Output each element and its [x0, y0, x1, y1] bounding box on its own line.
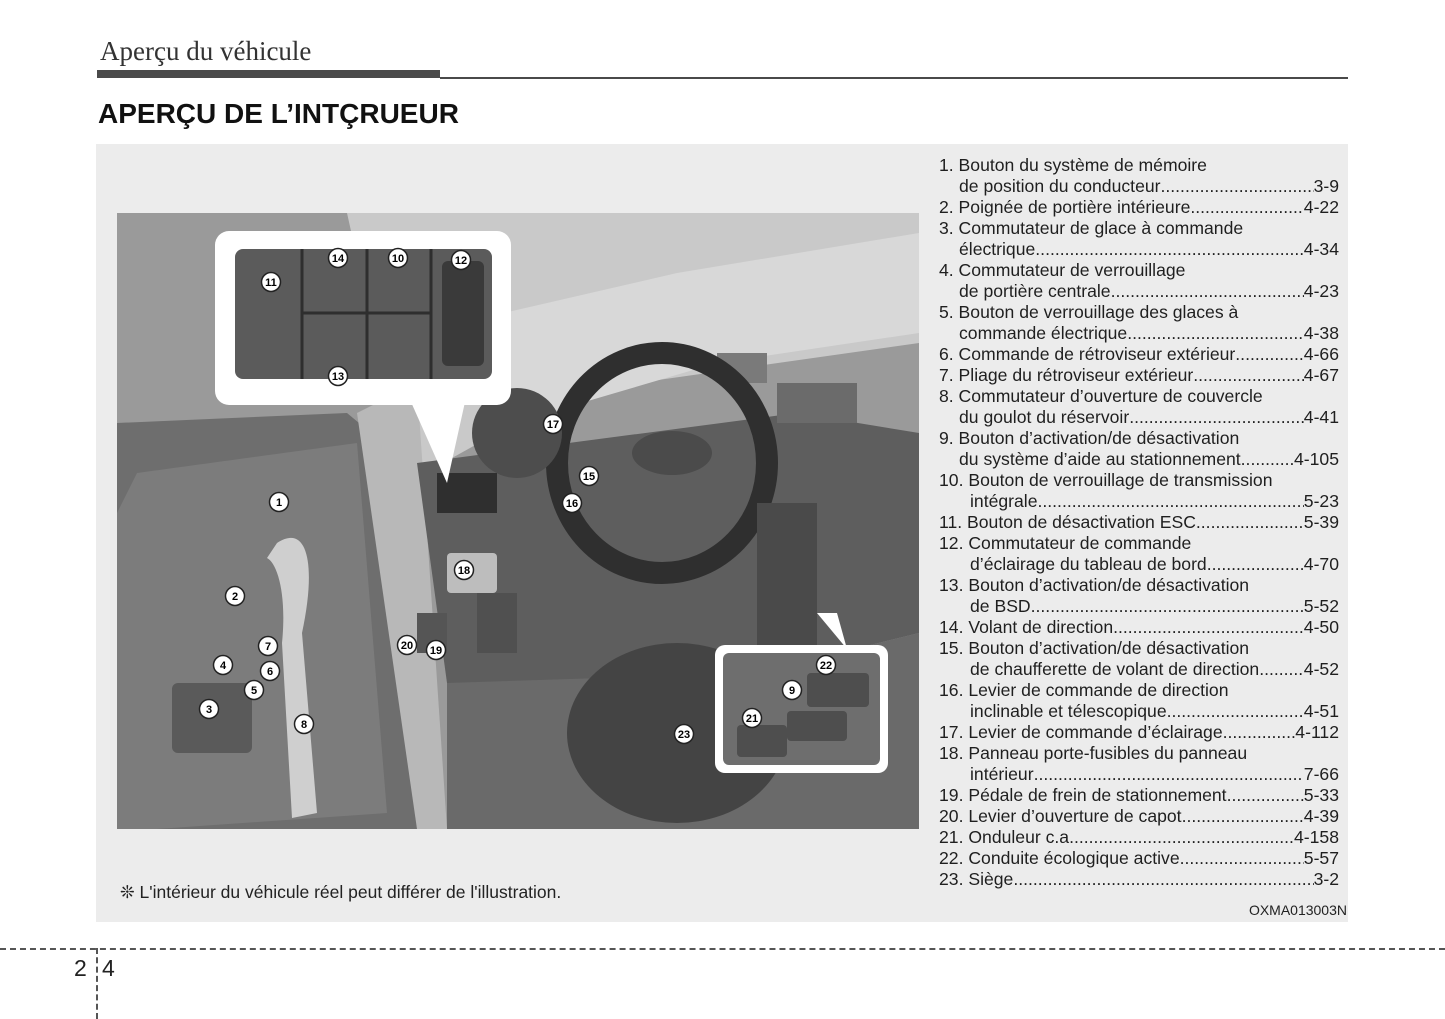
legend-item-page: 4-50 [1303, 617, 1339, 637]
legend-item-text: 21. Onduleur c.a. [939, 827, 1074, 847]
legend-item-text: 20. Levier d’ouverture de capot [939, 806, 1182, 826]
illustration-note: ❊ L'intérieur du véhicule réel peut différer de l'illustration. [120, 882, 562, 902]
svg-text:20: 20 [400, 640, 414, 652]
legend-item-text: 11. Bouton de désactivation ESC [939, 512, 1196, 532]
legend-item-page: 5-33 [1303, 785, 1339, 805]
svg-text:7: 7 [264, 641, 272, 653]
svg-text:12: 12 [454, 255, 468, 267]
legend-item [939, 218, 1339, 260]
callout-21 [743, 709, 762, 728]
legend-item-text: 17. Levier de commande d’éclairage [939, 722, 1223, 742]
legend-item [939, 848, 1339, 869]
running-header: Aperçu du véhicule [100, 36, 312, 66]
callout-13 [329, 367, 348, 386]
legend-item [939, 743, 1339, 785]
svg-text:18: 18 [457, 565, 471, 577]
leader-dots [1038, 491, 1304, 512]
legend-item-text: du goulot du réservoir [959, 407, 1130, 427]
legend-item-text: 8. Commutateur d’ouverture de couvercle [939, 386, 1263, 406]
legend-item-text: de BSD [970, 596, 1031, 616]
legend-item-page: 4-158 [1294, 827, 1339, 847]
legend-item-page: 4-52 [1303, 659, 1339, 679]
svg-text:1: 1 [275, 497, 283, 509]
legend-item [939, 680, 1339, 722]
legend-item-page: 4-38 [1303, 323, 1339, 343]
svg-text:2: 2 [231, 591, 239, 603]
legend-item [939, 722, 1339, 743]
legend-item-text: de portière centrale [959, 281, 1111, 301]
callout-9 [783, 681, 802, 700]
legend-item [939, 365, 1339, 386]
callout-8 [295, 715, 314, 734]
leader-dots [1227, 785, 1304, 806]
legend-item [939, 260, 1339, 302]
svg-text:13: 13 [331, 371, 345, 383]
legend-item-text: de position du conducteur [959, 176, 1161, 196]
svg-text:17: 17 [546, 419, 560, 431]
legend-item [939, 638, 1339, 680]
svg-text:5: 5 [250, 685, 258, 697]
leader-dots [1034, 764, 1304, 785]
svg-text:4: 4 [219, 660, 227, 672]
legend-item-page: 4-51 [1303, 701, 1339, 721]
legend-item [939, 617, 1339, 638]
legend-item [939, 785, 1339, 806]
svg-text:3: 3 [205, 704, 213, 716]
legend-item-page: 4-105 [1294, 449, 1339, 469]
callout-3 [200, 700, 219, 719]
legend-item-text: 19. Pédale de frein de stationnement [939, 785, 1227, 805]
svg-text:10: 10 [391, 253, 405, 265]
callout-23 [675, 725, 694, 744]
legend-item [939, 869, 1339, 890]
legend-item-text: 9. Bouton d’activation/de désactivation [939, 428, 1240, 448]
svg-text:22: 22 [819, 660, 833, 672]
leader-dots [1196, 512, 1304, 533]
leader-dots [1074, 827, 1294, 848]
legend-item-text: intégrale [970, 491, 1038, 511]
leader-dots [1241, 449, 1294, 470]
legend-item-text: 2. Poignée de portière intérieure [939, 197, 1191, 217]
legend-item-page: 4-22 [1303, 197, 1339, 217]
legend-item [939, 197, 1339, 218]
legend-item [939, 302, 1339, 344]
header-rule-thin [440, 77, 1348, 79]
legend-item-text: de chaufferette de volant de direction [970, 659, 1260, 679]
legend-item [939, 155, 1339, 197]
legend-item-text: 10. Bouton de verrouillage de transmission [939, 470, 1273, 490]
legend-item [939, 428, 1339, 470]
leader-dots [1190, 197, 1303, 218]
leader-dots [1193, 365, 1304, 386]
leader-dots [1161, 176, 1314, 197]
callout-22 [817, 656, 836, 675]
legend-item-page: 5-52 [1303, 596, 1339, 616]
legend-item [939, 512, 1339, 533]
svg-text:23: 23 [677, 729, 691, 741]
legend-item [939, 575, 1339, 617]
interior-illustration [117, 213, 919, 829]
svg-text:11: 11 [265, 277, 277, 289]
legend-item-page: 4-23 [1303, 281, 1339, 301]
callout-14 [329, 249, 348, 268]
legend-item-page: 4-66 [1303, 344, 1339, 364]
legend-item-text: 12. Commutateur de commande [939, 533, 1192, 553]
leader-dots [1207, 554, 1304, 575]
leader-dots [1127, 323, 1304, 344]
leader-dots [1223, 722, 1296, 743]
legend-item-text: 13. Bouton d’activation/de désactivation [939, 575, 1250, 595]
figure-code: OXMA013003N [1248, 902, 1347, 918]
svg-text:8: 8 [300, 719, 308, 731]
leader-dots [1182, 806, 1304, 827]
callout-4 [214, 656, 233, 675]
legend-item-page: 5-23 [1303, 491, 1339, 511]
svg-text:21: 21 [745, 713, 759, 725]
footer-dashed-rule [0, 948, 1445, 950]
leader-dots [1167, 701, 1304, 722]
legend-list [939, 155, 1339, 890]
legend-item-page: 5-39 [1303, 512, 1339, 532]
legend-item-text: 16. Levier de commande de direction [939, 680, 1229, 700]
legend-item-text: du système d’aide au stationnement [959, 449, 1241, 469]
callout-17 [544, 415, 563, 434]
leader-dots [1180, 848, 1304, 869]
callout-7 [259, 637, 278, 656]
svg-text:15: 15 [582, 471, 596, 483]
callout-10 [389, 249, 408, 268]
legend-item-page: 4-67 [1303, 365, 1339, 385]
leader-dots [1129, 407, 1304, 428]
callout-19 [427, 641, 446, 660]
leader-dots [1235, 344, 1303, 365]
legend-item [939, 533, 1339, 575]
callout-12 [452, 251, 471, 270]
legend-item-text: 22. Conduite écologique active [939, 848, 1180, 868]
legend-item [939, 344, 1339, 365]
callout-6 [261, 662, 280, 681]
svg-text:9: 9 [788, 685, 796, 697]
legend-item-page: 4-39 [1303, 806, 1339, 826]
legend-item-text: 5. Bouton de verrouillage des glaces à [939, 302, 1239, 322]
legend-item-text: commande électrique [959, 323, 1128, 343]
legend-item-text: 1. Bouton du système de mémoire [939, 155, 1207, 175]
callout-18 [455, 561, 474, 580]
callout-15 [580, 467, 599, 486]
legend-item-page: 4-34 [1303, 239, 1339, 259]
legend-item-text: inclinable et télescopique [970, 701, 1167, 721]
callout-16 [563, 494, 582, 513]
legend-item-text: 6. Commande de rétroviseur extérieur [939, 344, 1236, 364]
footer-dashed-divider [96, 948, 98, 1019]
legend-item [939, 806, 1339, 827]
callout-5 [245, 681, 264, 700]
page-number: 4 [102, 955, 115, 981]
legend-item-text: 4. Commutateur de verrouillage [939, 260, 1186, 280]
svg-text:14: 14 [331, 253, 345, 265]
leader-dots [1031, 596, 1304, 617]
svg-text:16: 16 [565, 498, 579, 510]
leader-dots [1035, 239, 1303, 260]
header-rule-thick [97, 70, 440, 78]
leader-dots [1111, 281, 1304, 302]
legend-item [939, 386, 1339, 428]
legend-item-text: 3. Commutateur de glace à commande [939, 218, 1244, 238]
legend-item [939, 827, 1339, 848]
callout-1 [270, 493, 289, 512]
chapter-number: 2 [74, 955, 87, 981]
svg-text:6: 6 [266, 666, 274, 678]
callout-2 [226, 587, 245, 606]
legend-item [939, 470, 1339, 512]
legend-item-text: 23. Siège [939, 869, 1014, 889]
legend-item-page: 3-2 [1313, 869, 1339, 889]
legend-item-text: électrique [959, 239, 1036, 259]
section-title: APERÇU DE L’INTÇRUEUR [98, 98, 459, 129]
legend-item-page: 4-112 [1295, 722, 1339, 742]
leader-dots [1013, 869, 1313, 890]
callout-11 [262, 273, 281, 292]
callout-20 [398, 636, 417, 655]
legend-item-text: 18. Panneau porte-fusibles du panneau [939, 743, 1248, 763]
legend-item-page: 5-57 [1303, 848, 1339, 868]
legend-item-text: intérieur [970, 764, 1034, 784]
legend-item-page: 7-66 [1303, 764, 1339, 784]
legend-item-page: 4-70 [1303, 554, 1339, 574]
legend-item-text: 7. Pliage du rétroviseur extérieur [939, 365, 1194, 385]
legend-item-page: 4-41 [1303, 407, 1339, 427]
svg-text:19: 19 [429, 645, 443, 657]
legend-item-page: 3-9 [1313, 176, 1339, 196]
legend-item-text: 15. Bouton d’activation/de désactivation [939, 638, 1250, 658]
legend-item-text: d’éclairage du tableau de bord [970, 554, 1207, 574]
legend-item-text: 14. Volant de direction [939, 617, 1114, 637]
leader-dots [1113, 617, 1304, 638]
leader-dots [1259, 659, 1304, 680]
